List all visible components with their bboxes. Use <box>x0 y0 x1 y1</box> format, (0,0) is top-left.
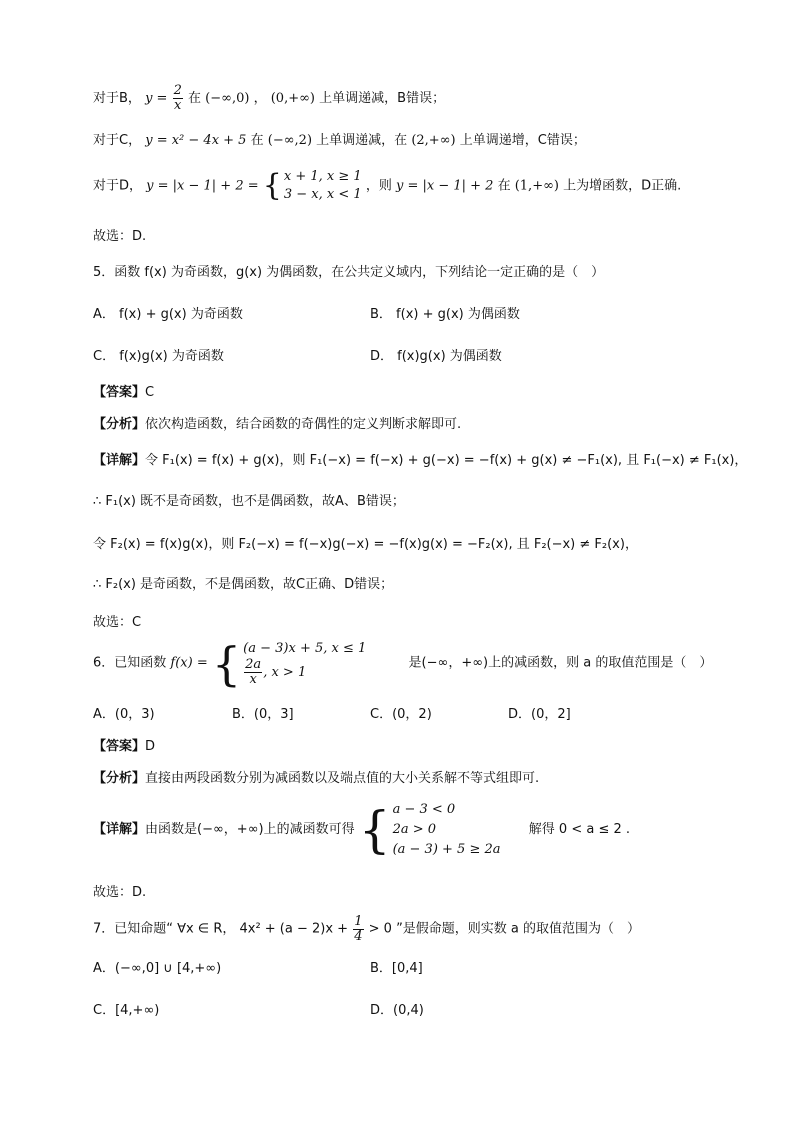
case-row: x + 1, x ≥ 1 <box>283 169 362 184</box>
piecewise-brace <box>211 636 367 691</box>
q6-option-d: D．(0，2] <box>508 707 571 722</box>
math-expr: y = |x − 1| + 2 = <box>146 178 259 194</box>
solution-text: 解得 0 < a ≤ 2 . <box>528 822 631 837</box>
math-f: f(x) = <box>170 655 208 671</box>
text: 是(−∞，+∞)上的减函数，则 a 的取值范围是（ ） <box>408 655 713 671</box>
q6-detail <box>93 800 630 860</box>
interval: (−∞,2) <box>267 133 313 148</box>
q5-analysis <box>93 416 461 434</box>
choose-d-2: 故选：D. <box>93 885 147 900</box>
analysis-tag: 【分析】 <box>93 771 146 786</box>
question-5: 5．函数 f(x) 为奇函数，g(x) 为偶函数，在公共定义域内，下列结论一定正确的是（ ） <box>93 265 605 280</box>
answer-value: C <box>145 385 155 400</box>
choose-c: 故选：C <box>93 615 142 630</box>
text: 在 <box>250 133 264 148</box>
detail-text: 令 F₁(x) = f(x) + g(x)，则 F₁(−x) = f(−x) + g(−x) = −f(x) + g(x) ≠ −F₁(x), 且 F₁(−x) ≠ F₁(x)， <box>145 453 748 468</box>
math-expr: y = x² − 4x + 5 <box>145 133 247 148</box>
line-option-c-analysis <box>93 132 586 150</box>
cases <box>243 640 366 687</box>
q6-analysis <box>93 770 539 788</box>
text: 在 <box>188 91 202 106</box>
ineq-row: 2a > 0 <box>392 822 437 837</box>
text: 上为增函数，D正确. <box>563 178 682 194</box>
interval: (1,+∞) <box>514 178 559 194</box>
text: 上单调递增，C错误； <box>459 133 586 148</box>
q7-option-c: C．[4,+∞) <box>93 1003 160 1018</box>
ineq-row: (a − 3) + 5 ≥ 2a <box>392 842 501 857</box>
text: 对于C， <box>93 133 142 148</box>
denominator: x <box>249 672 257 687</box>
case-row <box>243 658 366 687</box>
left-brace: { <box>262 168 282 203</box>
case-row: 3 − x, x < 1 <box>283 187 362 202</box>
q6-option-c: C．(0，2) <box>370 707 432 722</box>
numerator: 2a <box>245 657 262 672</box>
q5-answer <box>93 384 154 402</box>
denominator: x <box>174 98 182 113</box>
ineq-row: a − 3 < 0 <box>392 802 456 817</box>
fraction-2a-over-x <box>244 658 262 687</box>
q5-detail-4: ∴ F₂(x) 是奇函数，不是偶函数，故C正确、D错误； <box>93 577 394 592</box>
detail-text: 由函数是(−∞，+∞)上的减函数可得 <box>145 822 355 837</box>
q6-option-a: A．(0，3) <box>93 707 155 722</box>
answer-tag: 【答案】 <box>93 739 146 754</box>
text: 7．已知命题“ ∀x ∈ R， 4x² + (a − 2)x + <box>93 921 349 937</box>
text: ， <box>253 91 267 106</box>
question-6 <box>93 636 713 691</box>
math-expr: y = |x − 1| + 2 <box>395 178 494 194</box>
detail-tag: 【详解】 <box>93 822 146 837</box>
interval: (2,+∞) <box>411 133 456 148</box>
analysis-text: 直接由两段函数分别为减函数以及端点值的大小关系解不等式组即可. <box>145 771 540 786</box>
numerator: 2 <box>173 83 182 98</box>
answer-tag: 【答案】 <box>93 385 146 400</box>
q5-option-b: B． f(x) + g(x) 为偶函数 <box>370 307 520 322</box>
text: 对于D， <box>93 178 143 194</box>
text: 上单调递减，B错误； <box>319 91 446 106</box>
q5-detail-3: 令 F₂(x) = f(x)g(x)，则 F₂(−x) = f(−x)g(−x) = −f(x)g(x) = −F₂(x), 且 F₂(−x) ≠ F₂(x)， <box>93 537 638 552</box>
q5-detail-2: ∴ F₁(x) 既不是奇函数，也不是偶函数，故A、B错误； <box>93 494 405 509</box>
text: 6．已知函数 <box>93 655 167 671</box>
line-option-d-analysis <box>93 168 681 204</box>
numerator: 1 <box>354 914 363 929</box>
text: ，则 <box>365 178 392 194</box>
text: 在 <box>497 178 511 194</box>
cases <box>284 168 362 204</box>
q7-option-a: A．(−∞,0] ∪ [4,+∞) <box>93 961 222 976</box>
analysis-text: 依次构造函数，结合函数的奇偶性的定义判断求解即可. <box>145 417 462 432</box>
q7-option-b: B．[0,4] <box>370 961 423 976</box>
analysis-tag: 【分析】 <box>93 417 146 432</box>
text: 对于B， <box>93 91 141 106</box>
q5-option-d: D． f(x)g(x) 为偶函数 <box>370 349 502 364</box>
q6-answer <box>93 738 155 756</box>
piecewise-brace <box>263 168 362 204</box>
text: > 0 ”是假命题，则实数 a 的取值范围为（ ） <box>368 921 641 937</box>
interval: (−∞,0) <box>205 91 250 106</box>
question-7 <box>93 915 640 944</box>
denominator: 4 <box>354 929 363 944</box>
condition: , x > 1 <box>263 665 307 680</box>
case-row: (a − 3)x + 5, x ≤ 1 <box>243 641 367 656</box>
cases <box>393 800 501 860</box>
interval: (0,+∞) <box>270 91 316 106</box>
q7-option-d: D．(0,4) <box>370 1003 424 1018</box>
inequality-system <box>359 800 501 860</box>
q6-option-b: B．(0，3] <box>232 707 294 722</box>
q5-detail-1 <box>93 452 747 470</box>
math-y: y = <box>145 91 168 106</box>
fraction-2-over-x <box>173 84 183 113</box>
text: 上单调递减，在 <box>316 133 408 148</box>
left-brace: { <box>211 636 242 691</box>
detail-tag: 【详解】 <box>93 453 146 468</box>
choose-d-1: 故选：D. <box>93 229 147 244</box>
answer-value: D <box>145 739 156 754</box>
line-option-b-analysis <box>93 84 445 113</box>
q5-option-c: C． f(x)g(x) 为奇函数 <box>93 349 224 364</box>
fraction-1-over-4 <box>353 915 363 944</box>
q5-option-a: A． f(x) + g(x) 为奇函数 <box>93 307 243 322</box>
left-brace: { <box>358 801 391 859</box>
